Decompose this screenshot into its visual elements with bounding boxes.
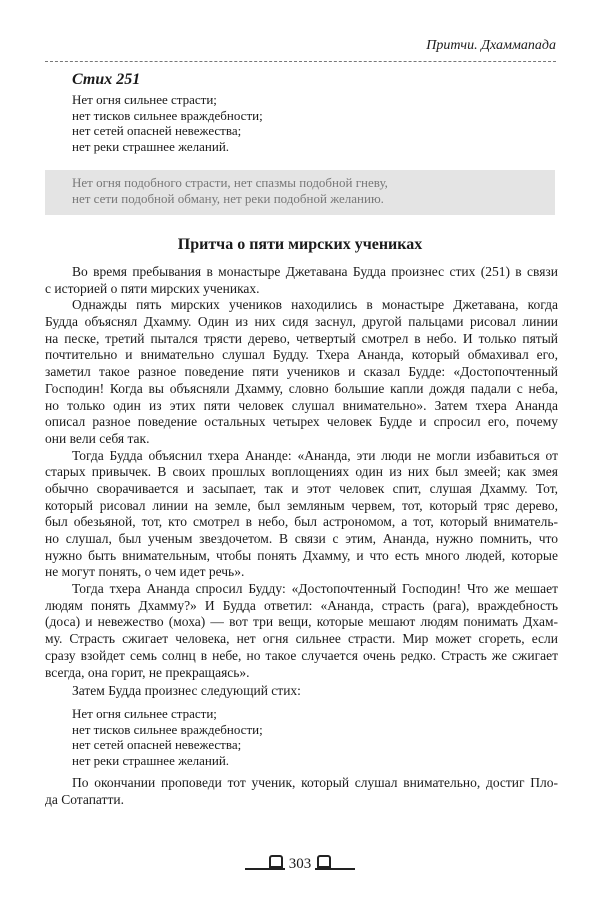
text-line: обычно сворачивается и засыпает, так и этот человек спит, слушая Дхамму. Тот, bbox=[45, 480, 558, 496]
text-line: но только один из этих пяти человек слушал внимательно». Затем тхера Ананда bbox=[45, 397, 558, 413]
text-line: был обезьяной, тот, кто смотрел в небо, был астрономом, а тот, который вниматель- bbox=[45, 514, 558, 530]
text-line: сразу взойдет семь солнц в небе, но такое случается очень редко. Страсть же сжигает bbox=[45, 647, 558, 663]
stanza-line: нет реки страшнее желаний. bbox=[72, 138, 230, 154]
text-line: По окончании проповеди тот ученик, который слушал внимательно, достиг Пло- bbox=[72, 775, 558, 790]
text-line: му. Страсть сжигает человека, нет огня сильнее страсти. Мир может сгореть, если bbox=[45, 631, 558, 647]
alt-translation bbox=[72, 175, 388, 207]
verse-line: Нет огня сильнее страсти; bbox=[72, 706, 217, 721]
header-rule bbox=[45, 61, 556, 62]
text-line: Однажды пять мирских учеников находились в монастыре Джетавана, когда bbox=[72, 297, 558, 313]
text-line: с историей о пяти мирских учениках. bbox=[45, 280, 260, 296]
text-line: описал разное поведение остальных четырех человек Будде и спросил его, почему bbox=[45, 414, 558, 430]
verse bbox=[72, 706, 263, 768]
text-line: Тогда Будда объяснил тхера Ананде: «Ананда, эти люди не могли избавиться от bbox=[72, 447, 558, 463]
text-line: заметил такое разное поведение пяти учеников и сказал Будде: «Достопочтенный bbox=[45, 364, 558, 380]
ornament-icon bbox=[245, 860, 285, 870]
stanza-line: Нет огня сильнее страсти; bbox=[72, 92, 217, 107]
text-line: не могут понять, о чем идет речь». bbox=[45, 564, 245, 580]
final-paragraph bbox=[45, 775, 558, 808]
text-line: почтительно и внимательно слушал Будду. Тхера Ананда, который обмахивал его, bbox=[45, 347, 558, 363]
verse-line: нет сетей опасней невежества; bbox=[72, 737, 242, 752]
text-line: да Сотапатти. bbox=[45, 791, 124, 807]
text-line: (доса) и невежество (моха) — вот три вещи, которые мешают людям понимать Дхам- bbox=[45, 614, 558, 630]
text-line: Тогда тхера Ананда спросил Будду: «Достопочтенный Господин! Что же мешает bbox=[72, 581, 558, 597]
text-line: Во время пребывания в монастыре Джетавана Будда произнес стих (251) в связи bbox=[72, 264, 558, 279]
text-line: Господин! Когда вы объясняли Дхамму, словно большие капли дождя падали с неба, bbox=[45, 380, 558, 396]
stanza-line: нет тисков сильнее враждебности; bbox=[72, 107, 263, 123]
quote-line: нет сети подобной обману, нет реки подобной желанию. bbox=[72, 191, 384, 206]
text-line: на песке, третий пытался трясти дерево, четвертый смотрел в небо. И только пятый bbox=[45, 330, 558, 346]
text-line: нужно быть внимательным, чтобы понять Дхамму, и что есть много людей, которые bbox=[45, 547, 558, 563]
text-line: старых привычек. В своих прошлых воплощениях один из них был змеей; как змея bbox=[45, 464, 558, 480]
verse-intro: Затем Будда произнес следующий стих: bbox=[72, 683, 301, 698]
running-head: Притчи. Дхаммапада bbox=[426, 38, 556, 53]
text-line: но слушал, был ученым звездочетом. В связи с этим, Ананда, нужно помнить, что bbox=[45, 531, 558, 546]
verse-line: нет реки страшнее желаний. bbox=[72, 752, 230, 768]
text-line: они вели себя так. bbox=[45, 430, 150, 446]
stanza-line: нет сетей опасней невежества; bbox=[72, 123, 242, 138]
stanza bbox=[72, 92, 263, 154]
quote-line: Нет огня подобного страсти, нет спазмы подобной гневу, bbox=[72, 175, 388, 190]
text-line: Будда объяснял Дхамму. Один из них сидя заснул, другой пальцами рисовал линии bbox=[45, 314, 558, 330]
stanza-title: Стих 251 bbox=[72, 71, 141, 88]
body-text bbox=[45, 264, 558, 681]
page-footer bbox=[0, 856, 600, 873]
text-line: всегда, она горит, не прекращаясь». bbox=[45, 664, 250, 680]
text-line: который рисовал линии на земле, был земляным червем, тот, который тряс дерево, bbox=[45, 497, 558, 513]
text-line: людям понять Дхамму?» И Будда ответил: «Ананда, страсть (рага), враждебность bbox=[45, 597, 558, 613]
page-number: 303 bbox=[288, 856, 312, 872]
section-title: Притча о пяти мирских учениках bbox=[177, 236, 423, 253]
ornament-icon bbox=[315, 860, 355, 870]
verse-line: нет тисков сильнее враждебности; bbox=[72, 721, 263, 737]
